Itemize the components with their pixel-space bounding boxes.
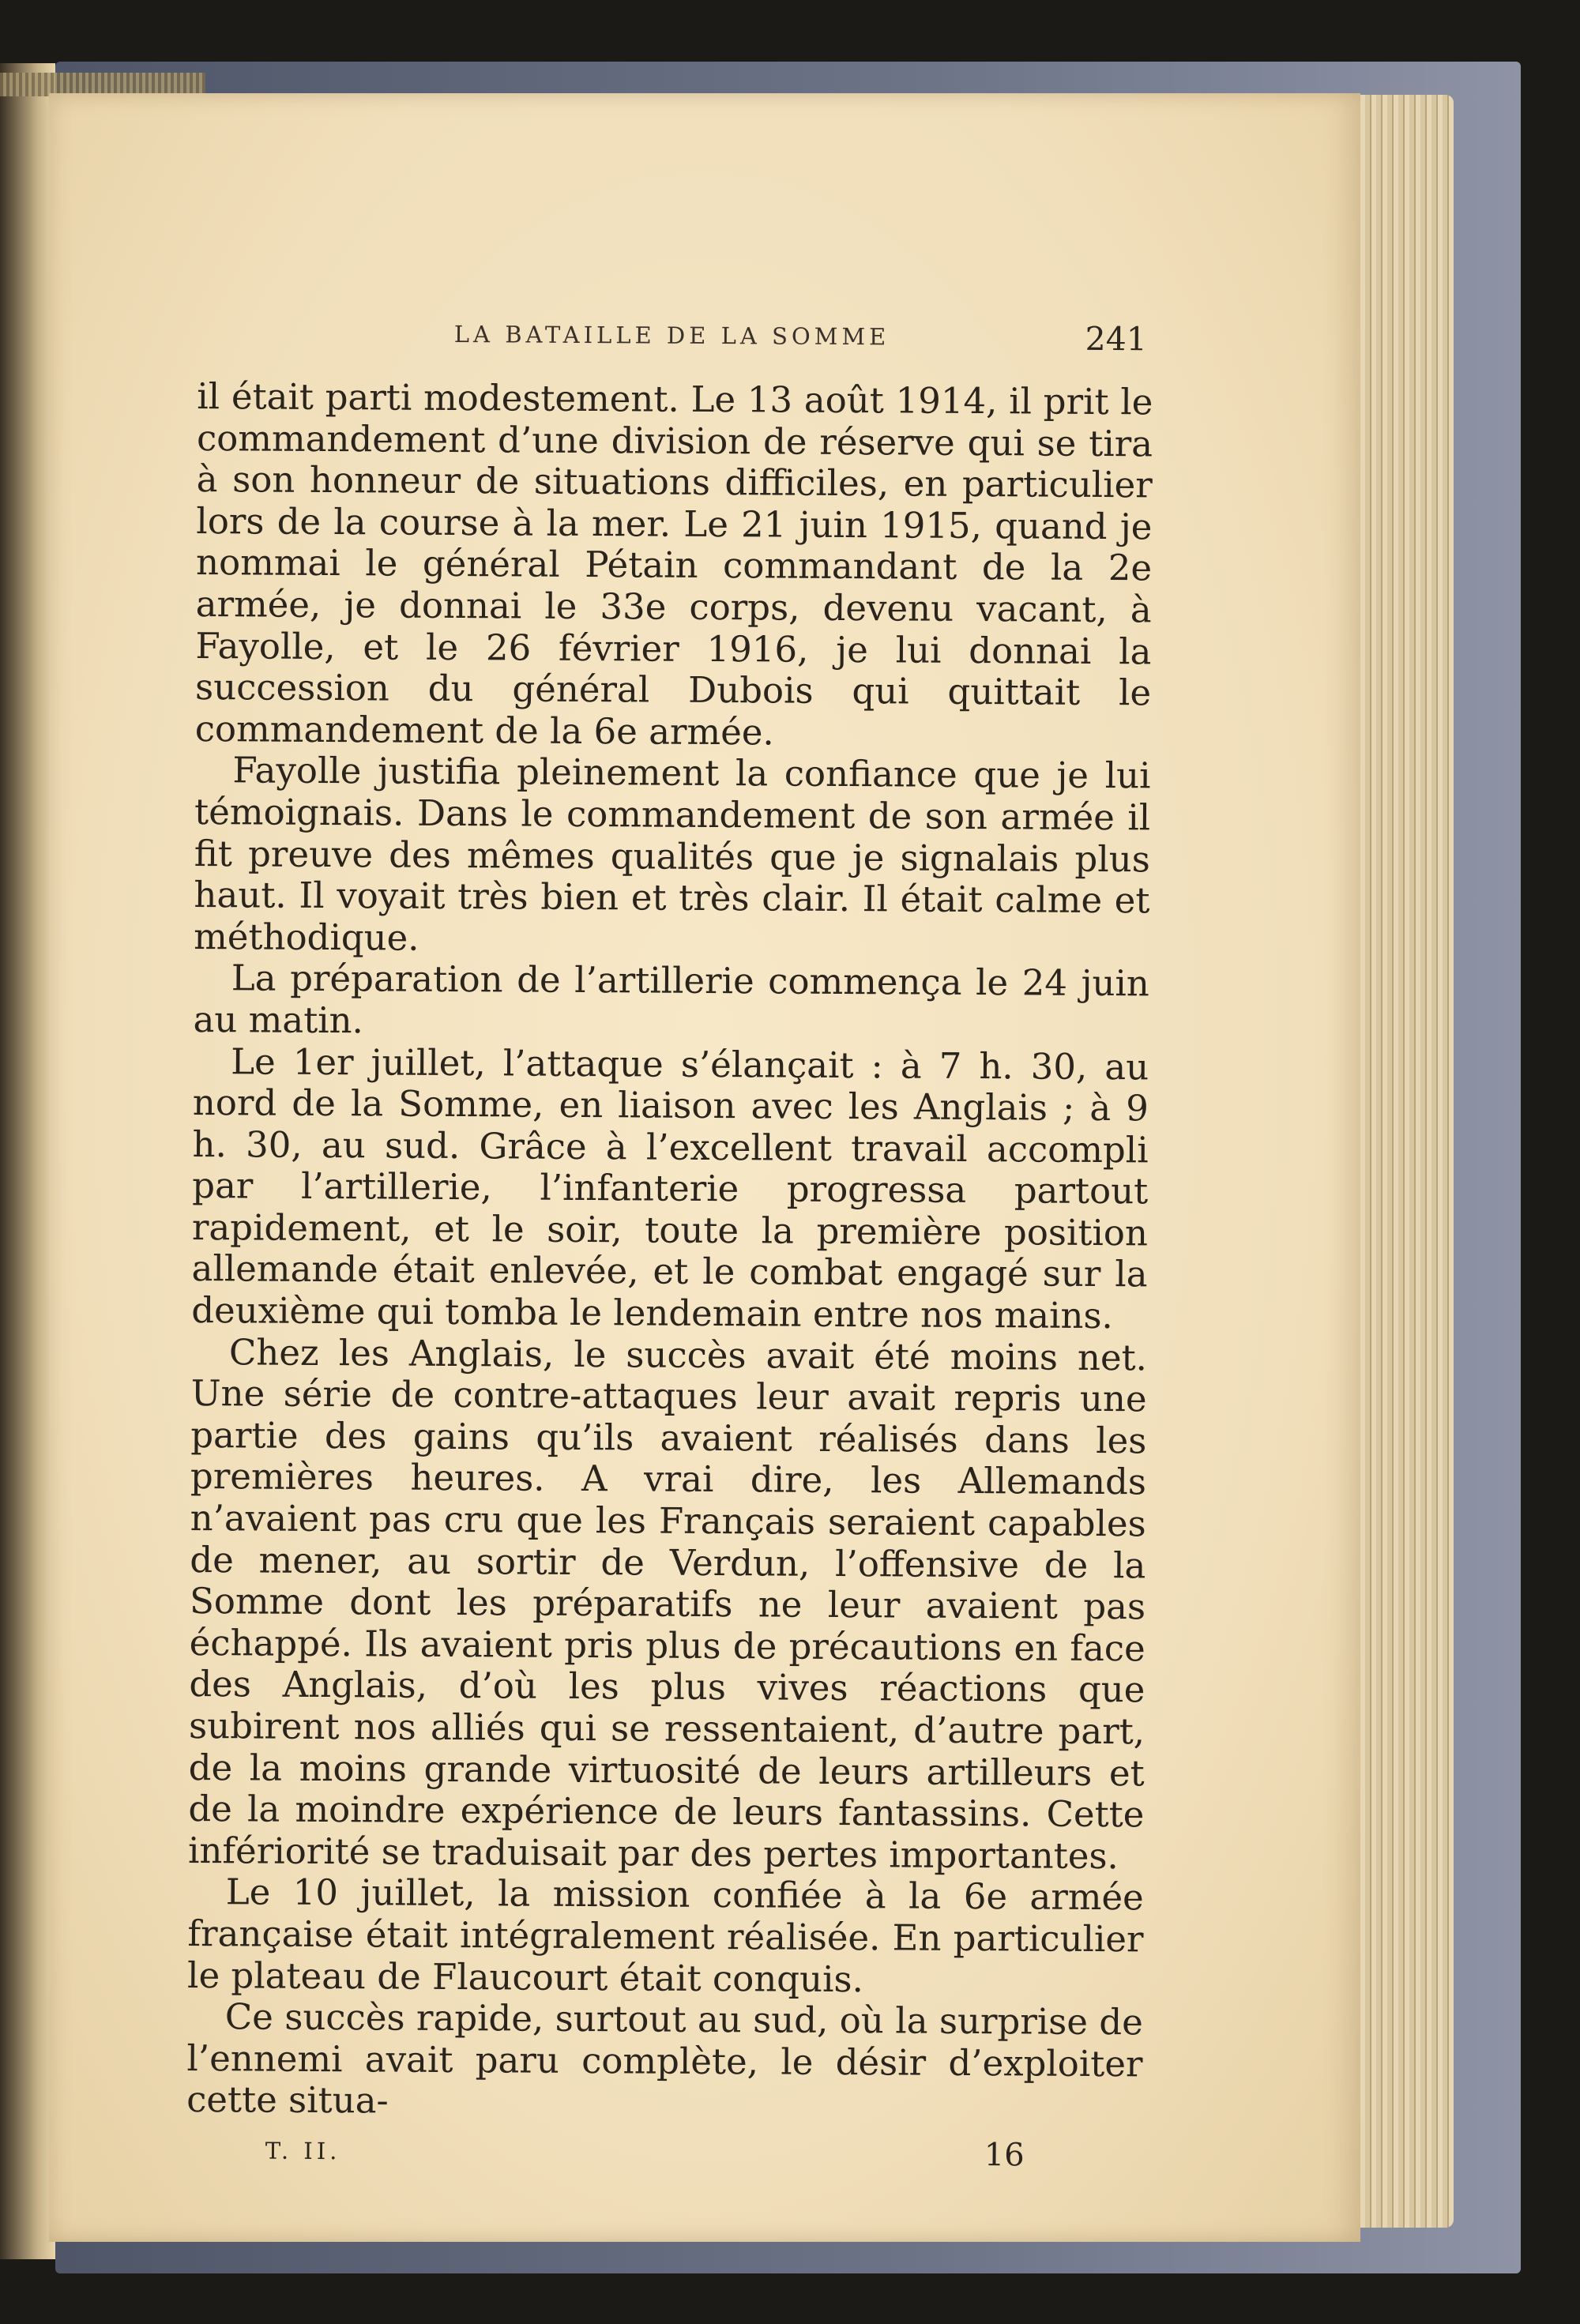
page-header [198,314,1153,367]
paragraph: Chez les Anglais, le succès avait été moins net. Une série de contre-attaques leur avait repris une partie des gains qu’ils avaient réalisés dans les premières heures. A vrai dire, les Allemands n’avaient pas cru que les Français seraient capables de mener, au sortir de Verdun, l’offensive de la Somme dont les préparatifs ne leur avaient pas échappé. Ils avaient pris plus de précautions en face des Anglais, d’où les plus vives réactions que subirent nos alliés qui se ressentaient, d’autre part, de la moins grande virtuosité de leurs artilleurs et de la moindre expérience de leurs fantassins. Cette infériorité se traduisait par des pertes importantes. [187,1330,1148,1877]
sheet-number: 16 [984,2137,1025,2174]
page-number: 241 [1085,319,1147,359]
page-content [186,314,1153,2185]
paragraph: La préparation de l’artillerie commença le 24 juin au matin. [193,957,1150,1042]
paragraph: Fayolle justifia pleinement la confiance que je lui témoignais. Dans le commandement de son armée il fit preuve des mêmes qualités que je signalais plus haut. Il voyait très bien et très clair. Il était calme et méthodique. [194,749,1151,959]
paragraph: Ce succès rapide, surtout au sud, où la surprise de l’ennemi avait paru complète, le désir d’exploiter cette situa- [186,1995,1143,2122]
book-spine [0,63,55,2259]
paragraph: Le 10 juillet, la mission confiée à la 6e armée française était intégralement réalisée. En particulier le plateau de Flaucourt était conquis. [186,1871,1144,2000]
volume-signature: T. II. [265,2137,341,2165]
paragraph: il était parti modestement. Le 13 août 1914, il prit le commandement d’une division de réserve qui se tira à son honneur de situations difficiles, en particulier lors de la course à la mer. Le 21 juin 1915, quand je nommai le général Pétain commandant de la 2e armée, je donnai le 33e corps, devenu vacant, à Fayolle, et le 26 février 1916, je lui donnai la succession du général Dubois qui quittait le commandement de la 6e armée. [194,374,1153,754]
running-title: LA BATAILLE DE LA SOMME [453,320,890,351]
page-footer [186,2132,1142,2185]
paragraph: Le 1er juillet, l’attaque s’élançait : à 7 h. 30, au nord de la Somme, en liaison avec les Anglais ; à 9 h. 30, au sud. Grâce à l’excellent travail accompli par l’artillerie, l’infanterie progressa partout rapidement, et le soir, toute la première position allemande était enlevée, et le combat engagé sur la deuxième qui tomba le lendemain entre nos mains. [191,1040,1149,1337]
body-text [186,376,1153,2127]
